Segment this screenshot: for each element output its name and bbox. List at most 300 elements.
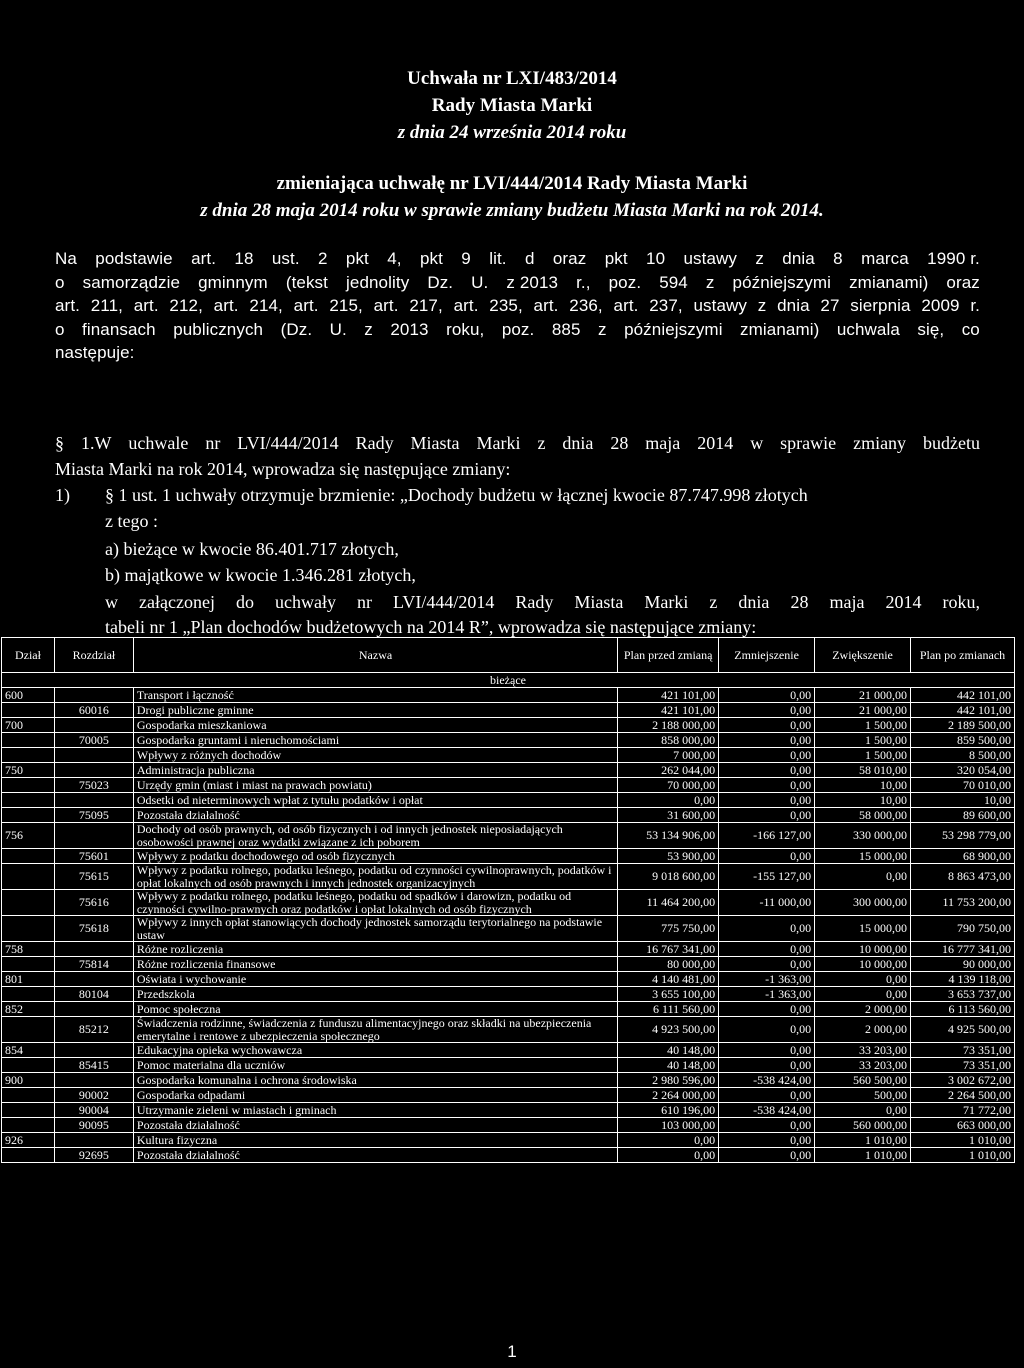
plan-przed-cell: 421 101,00 [618,688,719,703]
dzial-cell [2,748,55,763]
preamble-word: zmianami) [740,319,820,339]
plan-po-cell: 442 101,00 [911,688,1015,703]
word: 1.W [80,433,112,453]
preamble-line [55,318,980,342]
nazwa-cell: Pomoc społeczna [133,1002,617,1017]
plan-po-cell: 10,00 [911,793,1015,808]
nazwa-cell: Wpływy z innych opłat stanowiących dochody jednostek samorządu terytorialnego na podstawie ustaw [133,916,617,942]
dzial-cell [2,1118,55,1133]
plan-po-cell: 8 500,00 [911,748,1015,763]
nazwa-cell: Gospodarka odpadami [133,1088,617,1103]
zwiekszenie-cell: 1 010,00 [815,1148,911,1163]
plan-po-cell: 790 750,00 [911,916,1015,942]
zwiekszenie-cell: 10 000,00 [815,942,911,957]
table-row [2,763,1015,778]
word: Marki [644,592,689,612]
dzial-cell [2,793,55,808]
preamble-word: marca [861,249,909,268]
nazwa-cell: Gospodarka gruntami i nieruchomościami [133,733,617,748]
zwiekszenie-cell: 0,00 [815,987,911,1002]
nazwa-cell: Pozostała działalność [133,1118,617,1133]
preamble-word: Dz. [427,272,454,292]
preamble-word: z [755,249,764,268]
section-1-line-1 [55,433,980,454]
resolution-title: Uchwała nr LXI/483/2014 [407,68,617,89]
preamble-word: jednolity [346,272,410,292]
zmniejszenie-cell: -11 000,00 [719,890,815,916]
preamble-word: 10 [646,249,666,268]
zmniejszenie-cell: 0,00 [719,1088,815,1103]
preamble-word: z [364,319,373,339]
preamble-word: podstawie [95,249,173,268]
dzial-cell: 852 [2,1002,55,1017]
nazwa-cell: Różne rozliczenia finansowe [133,957,617,972]
preamble-line [55,341,980,365]
preamble-word: art. [213,296,239,316]
plan-przed-cell: 53 134 906,00 [618,823,719,849]
zmniejszenie-cell: 0,00 [719,957,815,972]
dzial-cell [2,1058,55,1073]
preamble-word: art. [613,296,639,316]
zmniejszenie-cell: 0,00 [719,916,815,942]
plan-po-cell: 16 777 341,00 [911,942,1015,957]
table-row [2,748,1015,763]
preamble-word: 237, [649,296,683,316]
plan-przed-cell: 2 980 596,00 [618,1073,719,1088]
nazwa-cell: Utrzymanie zieleni w miastach i gminach [133,1103,617,1118]
plan-przed-cell: 0,00 [618,1148,719,1163]
plan-przed-cell: 11 464 200,00 [618,890,719,916]
preamble-word: ustawy [693,296,747,316]
nazwa-cell: Administracja publiczna [133,763,617,778]
preamble-word: z [757,296,767,316]
plan-po-cell: 320 054,00 [911,763,1015,778]
preamble-word: z 2013 [506,272,559,292]
zwiekszenie-cell: 1 500,00 [815,718,911,733]
zmniejszenie-cell: -1 363,00 [719,972,815,987]
rozdzial-cell [54,718,133,733]
zmniejszenie-cell: 0,00 [719,1002,815,1017]
rozdzial-cell: 85415 [54,1058,133,1073]
preamble-word: poz. [501,319,535,339]
rozdzial-cell: 75023 [54,778,133,793]
preamble-word: oraz [552,249,587,268]
nazwa-cell: Drogi publiczne gminne [133,703,617,718]
plan-przed-cell: 610 196,00 [618,1103,719,1118]
preamble-word: art. [533,296,559,316]
preamble-word: art. [453,296,479,316]
preamble-word: U. [471,272,489,292]
plan-przed-cell: 0,00 [618,1133,719,1148]
rozdzial-cell: 75615 [54,864,133,890]
word: roku, [942,592,980,612]
nazwa-cell: Pozostała działalność [133,1148,617,1163]
zwiekszenie-cell: 33 203,00 [815,1058,911,1073]
zmniejszenie-cell: -1 363,00 [719,987,815,1002]
rozdzial-cell: 75601 [54,849,133,864]
plan-przed-cell: 421 101,00 [618,703,719,718]
plan-po-cell: 68 900,00 [911,849,1015,864]
plan-przed-cell: 16 767 341,00 [618,942,719,957]
preamble-word: 1990 r. [927,249,980,268]
word: w [750,433,764,453]
nazwa-cell: Przedszkola [133,987,617,1002]
rozdzial-cell [54,748,133,763]
table-row [2,849,1015,864]
dzial-cell [2,957,55,972]
preamble-word: pkt [345,249,369,268]
rozdzial-cell: 90095 [54,1118,133,1133]
zwiekszenie-cell: 33 203,00 [815,1043,911,1058]
zmniejszenie-cell: 0,00 [719,703,815,718]
table-row [2,688,1015,703]
preamble-word: sierpnia [850,296,911,316]
preamble-word: 214, [249,296,283,316]
dzial-cell: 758 [2,942,55,957]
nazwa-cell: Wpływy z różnych dochodów [133,748,617,763]
dzial-cell [2,849,55,864]
nazwa-cell: Gospodarka mieszkaniowa [133,718,617,733]
plan-po-cell: 73 351,00 [911,1043,1015,1058]
dzial-cell [2,808,55,823]
subject-line-2: z dnia 28 maja 2014 roku w sprawie zmiany budżetu Miasta Marki na rok 2014. [200,200,824,221]
rozdzial-cell: 75814 [54,957,133,972]
dzial-cell: 750 [2,763,55,778]
plan-przed-cell: 40 148,00 [618,1043,719,1058]
preamble-word: art. [293,296,319,316]
council-name: Rady Miasta Marki [431,95,593,116]
zmniejszenie-cell: 0,00 [719,1148,815,1163]
zmniejszenie-cell: -538 424,00 [719,1073,815,1088]
zmniejszenie-cell: 0,00 [719,1017,815,1043]
nazwa-cell: Dochody od osób prawnych, od osób fizycznych i od innych jednostek nieposiadających osobowości prawnej oraz wydatki związane z ich poborem [133,823,617,849]
table-row [2,733,1015,748]
plan-po-cell: 11 753 200,00 [911,890,1015,916]
zwiekszenie-cell: 560 500,00 [815,1073,911,1088]
preamble-word: 594 [659,272,688,292]
dzial-cell [2,1148,55,1163]
rozdzial-cell: 90002 [54,1088,133,1103]
preamble-word: art. [191,249,217,268]
zwiekszenie-cell: 1 500,00 [815,733,911,748]
preamble-word: oraz [946,272,980,292]
rozdzial-cell [54,688,133,703]
table-row [2,1133,1015,1148]
rozdzial-cell: 75616 [54,890,133,916]
zmniejszenie-cell: 0,00 [719,718,815,733]
plan-przed-cell: 262 044,00 [618,763,719,778]
preamble-word: z [597,319,607,339]
word: nr [356,592,372,612]
resolution-date: z dnia 24 września 2014 roku [397,122,627,143]
nazwa-cell: Transport i łączność [133,688,617,703]
preamble-word: 27 [820,296,840,316]
table-row [2,864,1015,890]
rozdzial-cell [54,793,133,808]
plan-po-cell: 1 010,00 [911,1148,1015,1163]
table-row [2,1148,1015,1163]
table-row [2,1088,1015,1103]
preamble-word: poz. [608,272,642,292]
preamble-word: art. [133,296,159,316]
dzial-cell: 756 [2,823,55,849]
preamble-word: 4, [387,249,402,268]
word: Rady [355,433,394,453]
dzial-cell [2,864,55,890]
zwiekszenie-cell: 10 000,00 [815,957,911,972]
dzial-cell [2,778,55,793]
zwiekszenie-cell: 15 000,00 [815,916,911,942]
preamble-word: następuje: [55,343,135,363]
plan-po-cell: 663 000,00 [911,1118,1015,1133]
table-row [2,823,1015,849]
dzial-cell [2,703,55,718]
zmniejszenie-cell: 0,00 [719,942,815,957]
nazwa-cell: Urzędy gmin (miast i miast na prawach powiatu) [133,778,617,793]
nazwa-cell: Odsetki od nieterminowych wpłat z tytułu podatków i opłat [133,793,617,808]
preamble-word: późniejszymi [732,272,832,292]
preamble-word: z [705,272,715,292]
zwiekszenie-cell: 2 000,00 [815,1017,911,1043]
zmniejszenie-cell: -166 127,00 [719,823,815,849]
dzial-cell: 801 [2,972,55,987]
plan-przed-cell: 80 000,00 [618,957,719,972]
plan-po-cell: 442 101,00 [911,703,1015,718]
word: Miasta [574,592,624,612]
dzial-cell [2,1088,55,1103]
table-row [2,778,1015,793]
plan-przed-cell: 70 000,00 [618,778,719,793]
preamble-word: samorządzie [82,272,181,292]
zwiekszenie-cell: 0,00 [815,1103,911,1118]
preamble-line [55,271,980,295]
table-row [2,987,1015,1002]
plan-po-cell: 53 298 779,00 [911,823,1015,849]
header-rozdzial: Rozdział [54,638,133,673]
dzial-cell: 854 [2,1043,55,1058]
preamble-word: 215, [329,296,363,316]
preamble-word: 8 [833,249,843,268]
nazwa-cell: Gospodarka komunalna i ochrona środowiska [133,1073,617,1088]
rozdzial-cell: 60016 [54,703,133,718]
zwiekszenie-cell: 1 010,00 [815,1133,911,1148]
header-plan-przed: Plan przed zmianą [618,638,719,673]
table-row [2,1043,1015,1058]
zmniejszenie-cell: 0,00 [719,733,815,748]
zmniejszenie-cell: 0,00 [719,849,815,864]
table-row [2,793,1015,808]
preamble-word: 217, [409,296,443,316]
plan-przed-cell: 4 140 481,00 [618,972,719,987]
rozdzial-cell [54,942,133,957]
word: uchwale [128,433,189,453]
item-z-tego: z tego : [105,511,158,531]
zmniejszenie-cell: -538 424,00 [719,1103,815,1118]
nazwa-cell: Świadczenia rodzinne, świadczenia z funduszu alimentacyjnego oraz składki na ubezpieczenia emerytalne i rentowe z ubezpieczenia społecznego [133,1017,617,1043]
preamble-word: U. [329,319,347,339]
dzial-cell: 900 [2,1073,55,1088]
plan-po-cell: 2 264 500,00 [911,1088,1015,1103]
preamble-word: 2009 [921,296,960,316]
zmniejszenie-cell: 0,00 [719,1133,815,1148]
plan-przed-cell: 31 600,00 [618,808,719,823]
plan-przed-cell: 858 000,00 [618,733,719,748]
preamble-word: 18 [234,249,254,268]
plan-przed-cell: 103 000,00 [618,1118,719,1133]
zwiekszenie-cell: 10,00 [815,778,911,793]
preamble-word: art. [373,296,399,316]
word: dnia [738,592,770,612]
rozdzial-cell: 90004 [54,1103,133,1118]
preamble-word: r. [970,296,980,316]
nazwa-cell: Pomoc materialna dla uczniów [133,1058,617,1073]
preamble-word: art. [55,296,80,316]
dzial-cell [2,733,55,748]
preamble-word: d [524,249,535,268]
dzial-cell: 600 [2,688,55,703]
item-b: b) majątkowe w kwocie 1.346.281 złotych, [105,565,416,585]
word: uchwały [274,592,336,612]
plan-po-cell: 3 653 737,00 [911,987,1015,1002]
table-row [2,703,1015,718]
word: sprawie [780,433,837,453]
zmniejszenie-cell: 0,00 [719,763,815,778]
plan-po-cell: 70 010,00 [911,778,1015,793]
preamble-word: 2 [318,249,328,268]
dzial-cell: 700 [2,718,55,733]
table-row [2,916,1015,942]
preamble-word: dnia [782,249,815,268]
zmniejszenie-cell: 0,00 [719,778,815,793]
nazwa-cell: Pozostała działalność [133,808,617,823]
word: § [55,433,64,453]
preamble-word: pkt [604,249,628,268]
rozdzial-cell [54,763,133,778]
plan-przed-cell: 4 923 500,00 [618,1017,719,1043]
word: do [235,592,254,612]
table-row [2,1118,1015,1133]
zmniejszenie-cell: 0,00 [719,793,815,808]
zmniejszenie-cell: 0,00 [719,1043,815,1058]
preamble-word: publicznych [173,319,264,339]
zwiekszenie-cell: 500,00 [815,1088,911,1103]
rozdzial-cell: 75095 [54,808,133,823]
word: z [537,433,546,453]
table-row [2,718,1015,733]
nazwa-cell: Wpływy z podatku dochodowego od osób fizycznych [133,849,617,864]
rozdzial-cell: 70005 [54,733,133,748]
dzial-cell [2,890,55,916]
plan-przed-cell: 9 018 600,00 [618,864,719,890]
preamble-word: uchwala [836,319,900,339]
item-number: 1) [55,485,70,505]
word: LVI/444/2014 [237,433,339,453]
preamble-word: 885 [551,319,581,339]
zwiekszenie-cell: 21 000,00 [815,703,911,718]
header-nazwa: Nazwa [133,638,617,673]
plan-po-cell: 2 189 500,00 [911,718,1015,733]
word: z [709,592,718,612]
zwiekszenie-cell: 58 010,00 [815,763,911,778]
legal-basis-paragraph [55,247,980,365]
zwiekszenie-cell: 15 000,00 [815,849,911,864]
word: budżetu [923,433,980,453]
plan-przed-cell: 7 000,00 [618,748,719,763]
word: maja [829,592,865,612]
preamble-word: pkt [419,249,443,268]
word: Rady [515,592,554,612]
page-number: 1 [507,1342,517,1361]
rozdzial-cell: 75618 [54,916,133,942]
rozdzial-cell: 92695 [54,1148,133,1163]
table-row [2,942,1015,957]
rozdzial-cell [54,1002,133,1017]
zwiekszenie-cell: 2 000,00 [815,1002,911,1017]
zmniejszenie-cell: -155 127,00 [719,864,815,890]
plan-przed-cell: 40 148,00 [618,1058,719,1073]
preamble-line [55,294,980,318]
plan-przed-cell: 6 111 560,00 [618,1002,719,1017]
preamble-word: późniejszymi [624,319,723,339]
preamble-word: dnia [777,296,810,316]
zwiekszenie-cell: 21 000,00 [815,688,911,703]
zwiekszenie-cell: 0,00 [815,864,911,890]
table-row [2,1058,1015,1073]
zwiekszenie-cell: 0,00 [815,972,911,987]
rozdzial-cell: 85212 [54,1017,133,1043]
preamble-word: ust. [271,249,300,268]
preamble-word: o [55,319,65,339]
table-row [2,808,1015,823]
plan-przed-cell: 53 900,00 [618,849,719,864]
plan-po-cell: 3 002 672,00 [911,1073,1015,1088]
rozdzial-cell [54,972,133,987]
preamble-word: co [961,319,980,339]
rozdzial-cell [54,1133,133,1148]
table-row [2,1002,1015,1017]
section-label: bieżące [2,673,1015,688]
preamble-word: się, [917,319,945,339]
plan-po-cell: 4 925 500,00 [911,1017,1015,1043]
dzial-cell [2,916,55,942]
table-row [2,1103,1015,1118]
plan-przed-cell: 2 264 000,00 [618,1088,719,1103]
preamble-word: roku, [446,319,485,339]
preamble-word: 211, [90,296,123,316]
plan-po-cell: 89 600,00 [911,808,1015,823]
plan-po-cell: 4 139 118,00 [911,972,1015,987]
zwiekszenie-cell: 58 000,00 [815,808,911,823]
zwiekszenie-cell: 300 000,00 [815,890,911,916]
word: dnia [562,433,594,453]
zmniejszenie-cell: 0,00 [719,808,815,823]
preamble-word: r., [576,272,591,292]
item-a: a) bieżące w kwocie 86.401.717 złotych, [105,539,399,559]
rozdzial-cell: 80104 [54,987,133,1002]
zwiekszenie-cell: 560 000,00 [815,1118,911,1133]
header-zmniejszenie: Zmniejszenie [719,638,815,673]
word: maja [645,433,681,453]
word: Marki [476,433,521,453]
rozdzial-cell [54,1043,133,1058]
preamble-word: 2013 [390,319,429,339]
preamble-word: (Dz. [280,319,313,339]
zmniejszenie-cell: 0,00 [719,748,815,763]
table-row [2,1073,1015,1088]
table-row [2,890,1015,916]
zwiekszenie-cell: 1 500,00 [815,748,911,763]
word: 2014 [697,433,734,453]
